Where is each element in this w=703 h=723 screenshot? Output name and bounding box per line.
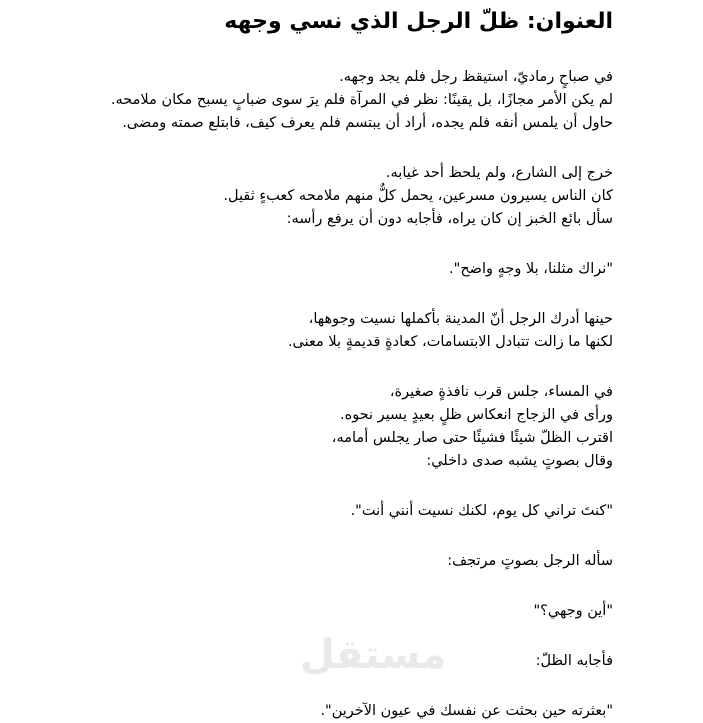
paragraph	[20, 308, 613, 354]
document-title: العنوان: ظلّ الرجل الذي نسي وجهه	[224, 9, 613, 34]
text-line: كان الناس يسيرون مسرعين، يحمل كلٌّ منهم ملامحه كعبءٍ ثقيل.	[223, 188, 613, 204]
watermark-logo: مستقل	[300, 632, 447, 678]
text-line: لكنها ما زالت تتبادل الابتسامات، كعادةٍ قديمةٍ بلا معنى.	[287, 334, 613, 350]
text-line: "بعثرته حين بحثت عن نفسك في عيون الآخرين".	[320, 703, 613, 719]
text-line: وقال بصوتٍ يشبه صدى داخلي:	[426, 453, 613, 469]
paragraph	[20, 650, 613, 673]
text-line: "كنتَ تراني كل يوم، لكنك نسيت أنني أنت".	[350, 503, 613, 519]
text-line: ورأى في الزجاج انعكاس ظلٍ بعيدٍ يسير نحوه.	[339, 407, 613, 423]
text-line: لم يكن الأمر مجازًا، بل يقينًا: نظر في المرآة فلم يرَ سوى ضبابٍ يسبح مكان ملامحه.	[110, 92, 613, 108]
text-line: في صباحٍ رماديّ، استيقظ رجل فلم يجد وجهه.	[339, 69, 613, 85]
paragraph	[20, 162, 613, 231]
text-line: سأل بائع الخبز إن كان يراه، فأجابه دون أن يرفع رأسه:	[286, 211, 613, 227]
text-line: حاول أن يلمس أنفه فلم يجده، أراد أن يبتسم فلم يعرف كيف، فابتلع صمته ومضى.	[122, 115, 613, 131]
paragraph	[20, 381, 613, 473]
paragraph	[20, 66, 613, 135]
text-line: "نراك مثلنا، بلا وجهٍ واضح".	[449, 261, 613, 277]
text-line: في المساء، جلس قرب نافذةٍ صغيرة،	[389, 384, 613, 400]
text-line: اقترب الظلّ شيئًا فشيئًا حتى صار يجلس أمامه،	[331, 430, 613, 446]
text-line: فأجابه الظلّ:	[535, 653, 613, 669]
text-line: "أين وجهي؟"	[533, 603, 613, 619]
paragraph	[20, 700, 613, 723]
paragraph	[20, 550, 613, 573]
paragraph	[20, 600, 613, 623]
text-line: خرج إلى الشارع، ولم يلحظ أحد غيابه.	[385, 165, 613, 181]
text-line: سأله الرجل بصوتٍ مرتجف:	[447, 553, 613, 569]
paragraph	[20, 258, 613, 281]
text-line: حينها أدرك الرجل أنّ المدينة بأكملها نسيت وجوهها،	[308, 311, 613, 327]
paragraph	[20, 500, 613, 523]
